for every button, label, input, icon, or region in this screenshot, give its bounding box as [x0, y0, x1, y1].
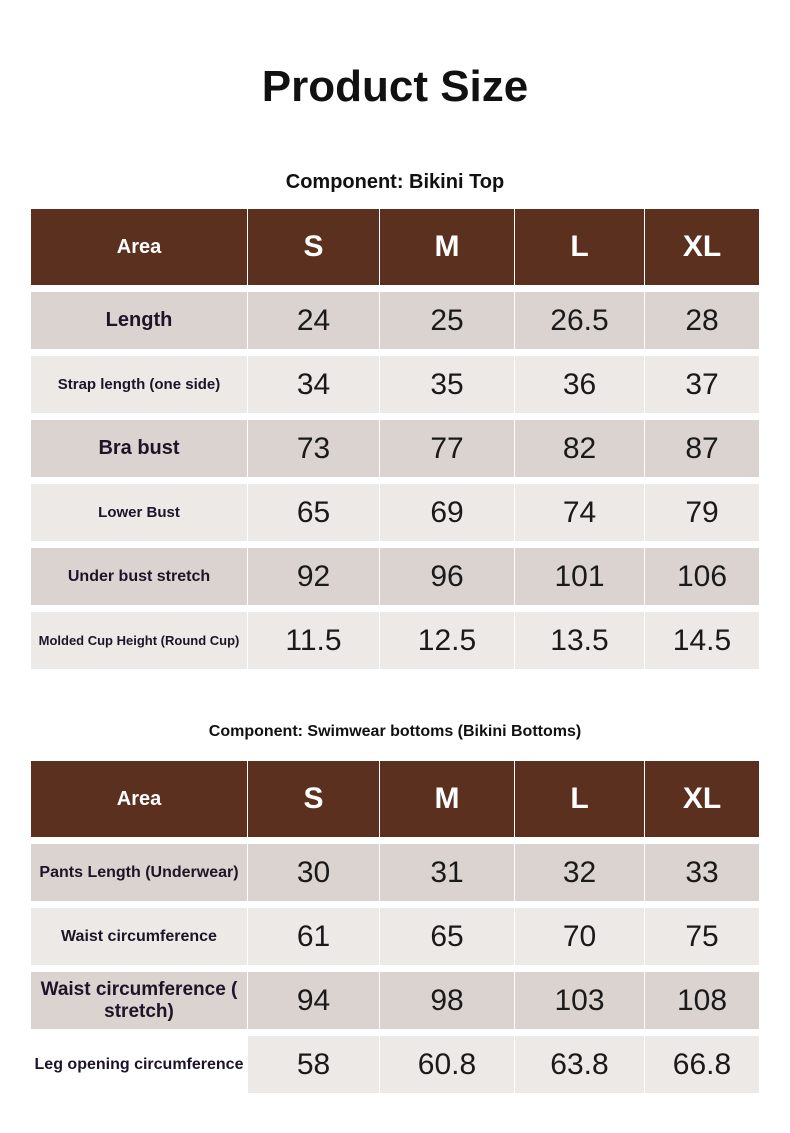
row-area-label: Bra bust [31, 420, 248, 477]
cell-value: 70 [515, 908, 645, 965]
cell-value: 103 [515, 972, 645, 1029]
cell-value: 30 [248, 844, 380, 901]
cell-value: 77 [380, 420, 515, 477]
cell-value: 28 [645, 292, 759, 349]
cell-value: 65 [380, 908, 515, 965]
row-area-label: Waist circumference ( stretch) [31, 972, 248, 1029]
row-area-label: Pants Length (Underwear) [31, 844, 248, 901]
cell-value: 26.5 [515, 292, 645, 349]
header-size-s: S [248, 209, 380, 285]
header-size-l: L [515, 761, 645, 837]
table-header-row [31, 761, 759, 837]
header-area: Area [31, 761, 248, 837]
cell-value: 37 [645, 356, 759, 413]
size-table-bikini-top [31, 202, 759, 676]
cell-value: 14.5 [645, 612, 759, 669]
size-table-bikini-bottoms [31, 754, 759, 1100]
cell-value: 31 [380, 844, 515, 901]
cell-value: 25 [380, 292, 515, 349]
cell-value: 79 [645, 484, 759, 541]
row-area-label: Molded Cup Height (Round Cup) [31, 612, 248, 669]
row-area-label: Strap length (one side) [31, 356, 248, 413]
cell-value: 63.8 [515, 1036, 645, 1093]
table-row [31, 972, 759, 1029]
cell-value: 106 [645, 548, 759, 605]
cell-value: 58 [248, 1036, 380, 1093]
cell-value: 98 [380, 972, 515, 1029]
cell-value: 66.8 [645, 1036, 759, 1093]
cell-value: 65 [248, 484, 380, 541]
cell-value: 82 [515, 420, 645, 477]
cell-value: 12.5 [380, 612, 515, 669]
cell-value: 87 [645, 420, 759, 477]
table-row [31, 1036, 759, 1093]
cell-value: 33 [645, 844, 759, 901]
section-title-bikini-bottoms: Component: Swimwear bottoms (Bikini Bottoms) [208, 723, 582, 740]
cell-value: 75 [645, 908, 759, 965]
cell-value: 32 [515, 844, 645, 901]
cell-value: 92 [248, 548, 380, 605]
header-area: Area [31, 209, 248, 285]
cell-value: 69 [380, 484, 515, 541]
cell-value: 34 [248, 356, 380, 413]
table-row [31, 612, 759, 669]
row-area-label: Waist circumference [31, 908, 248, 965]
cell-value: 94 [248, 972, 380, 1029]
table-row [31, 548, 759, 605]
row-area-label: Length [31, 292, 248, 349]
header-size-l: L [515, 209, 645, 285]
cell-value: 101 [515, 548, 645, 605]
header-size-xl: XL [645, 209, 759, 285]
cell-value: 108 [645, 972, 759, 1029]
table-row [31, 292, 759, 349]
cell-value: 35 [380, 356, 515, 413]
table-header-row [31, 209, 759, 285]
cell-value: 61 [248, 908, 380, 965]
table-row [31, 356, 759, 413]
cell-value: 24 [248, 292, 380, 349]
table-row [31, 844, 759, 901]
cell-value: 60.8 [380, 1036, 515, 1093]
row-area-label: Under bust stretch [31, 548, 248, 605]
row-area-label: Lower Bust [31, 484, 248, 541]
header-size-m: M [380, 761, 515, 837]
cell-value: 13.5 [515, 612, 645, 669]
header-size-m: M [380, 209, 515, 285]
table-row [31, 908, 759, 965]
table-row [31, 484, 759, 541]
page-title: Product Size [261, 62, 529, 111]
cell-value: 36 [515, 356, 645, 413]
row-area-label: Leg opening circumference [31, 1036, 248, 1093]
cell-value: 74 [515, 484, 645, 541]
header-size-xl: XL [645, 761, 759, 837]
section-title-bikini-top: Component: Bikini Top [285, 171, 505, 193]
cell-value: 11.5 [248, 612, 380, 669]
header-size-s: S [248, 761, 380, 837]
table-row [31, 420, 759, 477]
cell-value: 96 [380, 548, 515, 605]
cell-value: 73 [248, 420, 380, 477]
